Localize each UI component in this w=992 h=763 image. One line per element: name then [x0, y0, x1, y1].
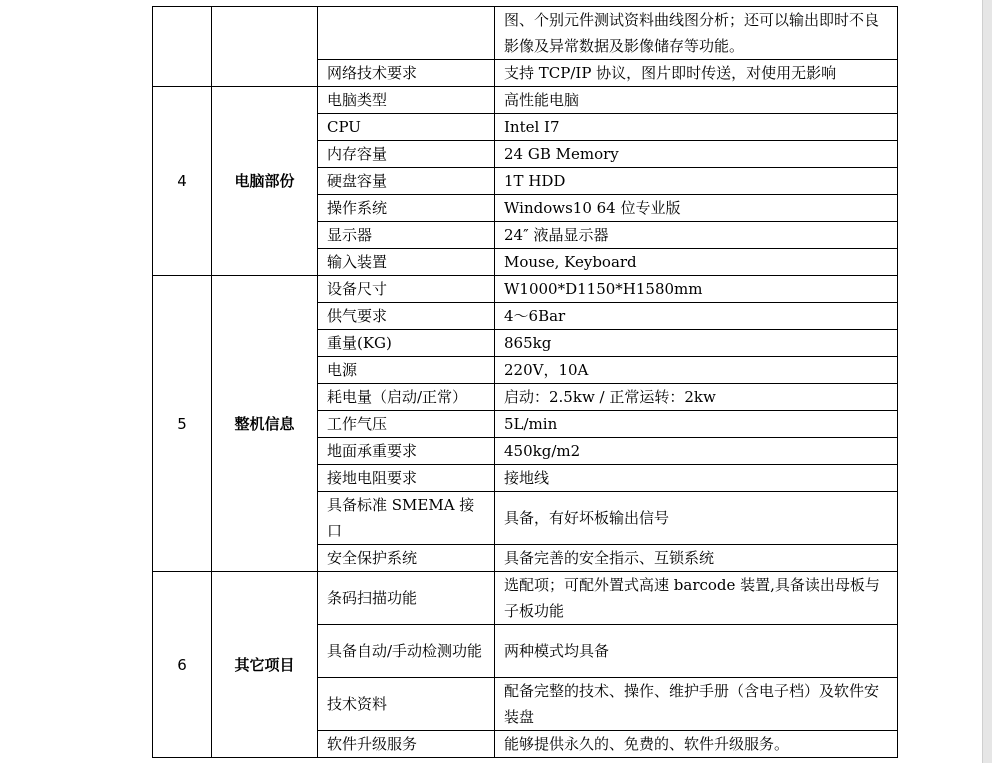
param-cell: 具备标准 SMEMA 接口	[318, 492, 495, 545]
section-category: 电脑部份	[212, 87, 318, 276]
num-cell	[153, 7, 212, 87]
param-cell: 电源	[318, 357, 495, 384]
value-cell: 能够提供永久的、免费的、软件升级服务。	[495, 731, 898, 758]
value-cell: 高性能电脑	[495, 87, 898, 114]
value-cell: 具备，有好坏板输出信号	[495, 492, 898, 545]
section-number: 5	[153, 276, 212, 572]
param-cell: 条码扫描功能	[318, 572, 495, 625]
value-cell: 具备完善的安全指示、互锁系统	[495, 545, 898, 572]
param-cell: 安全保护系统	[318, 545, 495, 572]
value-cell: 5L/min	[495, 411, 898, 438]
param-cell: 技术资料	[318, 678, 495, 731]
spec-table	[152, 6, 898, 758]
value-cell: 4～6Bar	[495, 303, 898, 330]
value-cell: 450kg/m2	[495, 438, 898, 465]
param-cell: 硬盘容量	[318, 168, 495, 195]
page-edge	[982, 0, 992, 763]
param-cell	[318, 7, 495, 60]
param-cell: 电脑类型	[318, 87, 495, 114]
value-cell: 接地线	[495, 465, 898, 492]
value-cell: 1T HDD	[495, 168, 898, 195]
value-cell: Intel I7	[495, 114, 898, 141]
section-number: 6	[153, 572, 212, 758]
section-number: 4	[153, 87, 212, 276]
value-cell: 两种模式均具备	[495, 625, 898, 678]
value-cell: 图、个别元件测试资料曲线图分析；还可以输出即时不良影像及异常数据及影像储存等功能。	[495, 7, 898, 60]
value-cell: 选配项；可配外置式高速 barcode 装置,具备读出母板与子板功能	[495, 572, 898, 625]
param-cell: 供气要求	[318, 303, 495, 330]
value-cell: 24 GB Memory	[495, 141, 898, 168]
section-category: 整机信息	[212, 276, 318, 572]
value-cell: 24″ 液晶显示器	[495, 222, 898, 249]
param-cell: 操作系统	[318, 195, 495, 222]
value-cell: 支持 TCP/IP 协议，图片即时传送，对使用无影响	[495, 60, 898, 87]
table-row	[153, 276, 898, 303]
param-cell: 网络技术要求	[318, 60, 495, 87]
value-cell: 865kg	[495, 330, 898, 357]
value-cell: 配备完整的技术、操作、维护手册（含电子档）及软件安装盘	[495, 678, 898, 731]
section-category: 其它项目	[212, 572, 318, 758]
param-cell: 耗电量（启动/正常）	[318, 384, 495, 411]
param-cell: 显示器	[318, 222, 495, 249]
value-cell: 220V，10A	[495, 357, 898, 384]
table-row	[153, 7, 898, 60]
category-cell	[212, 7, 318, 87]
table-row	[153, 572, 898, 625]
value-cell: Mouse, Keyboard	[495, 249, 898, 276]
param-cell: 输入装置	[318, 249, 495, 276]
value-cell: W1000*D1150*H1580mm	[495, 276, 898, 303]
param-cell: CPU	[318, 114, 495, 141]
param-cell: 软件升级服务	[318, 731, 495, 758]
param-cell: 具备自动/手动检测功能	[318, 625, 495, 678]
table-row	[153, 87, 898, 114]
param-cell: 地面承重要求	[318, 438, 495, 465]
param-cell: 工作气压	[318, 411, 495, 438]
value-cell: Windows10 64 位专业版	[495, 195, 898, 222]
param-cell: 接地电阻要求	[318, 465, 495, 492]
param-cell: 内存容量	[318, 141, 495, 168]
value-cell: 启动：2.5kw / 正常运转：2kw	[495, 384, 898, 411]
param-cell: 重量(KG)	[318, 330, 495, 357]
param-cell: 设备尺寸	[318, 276, 495, 303]
